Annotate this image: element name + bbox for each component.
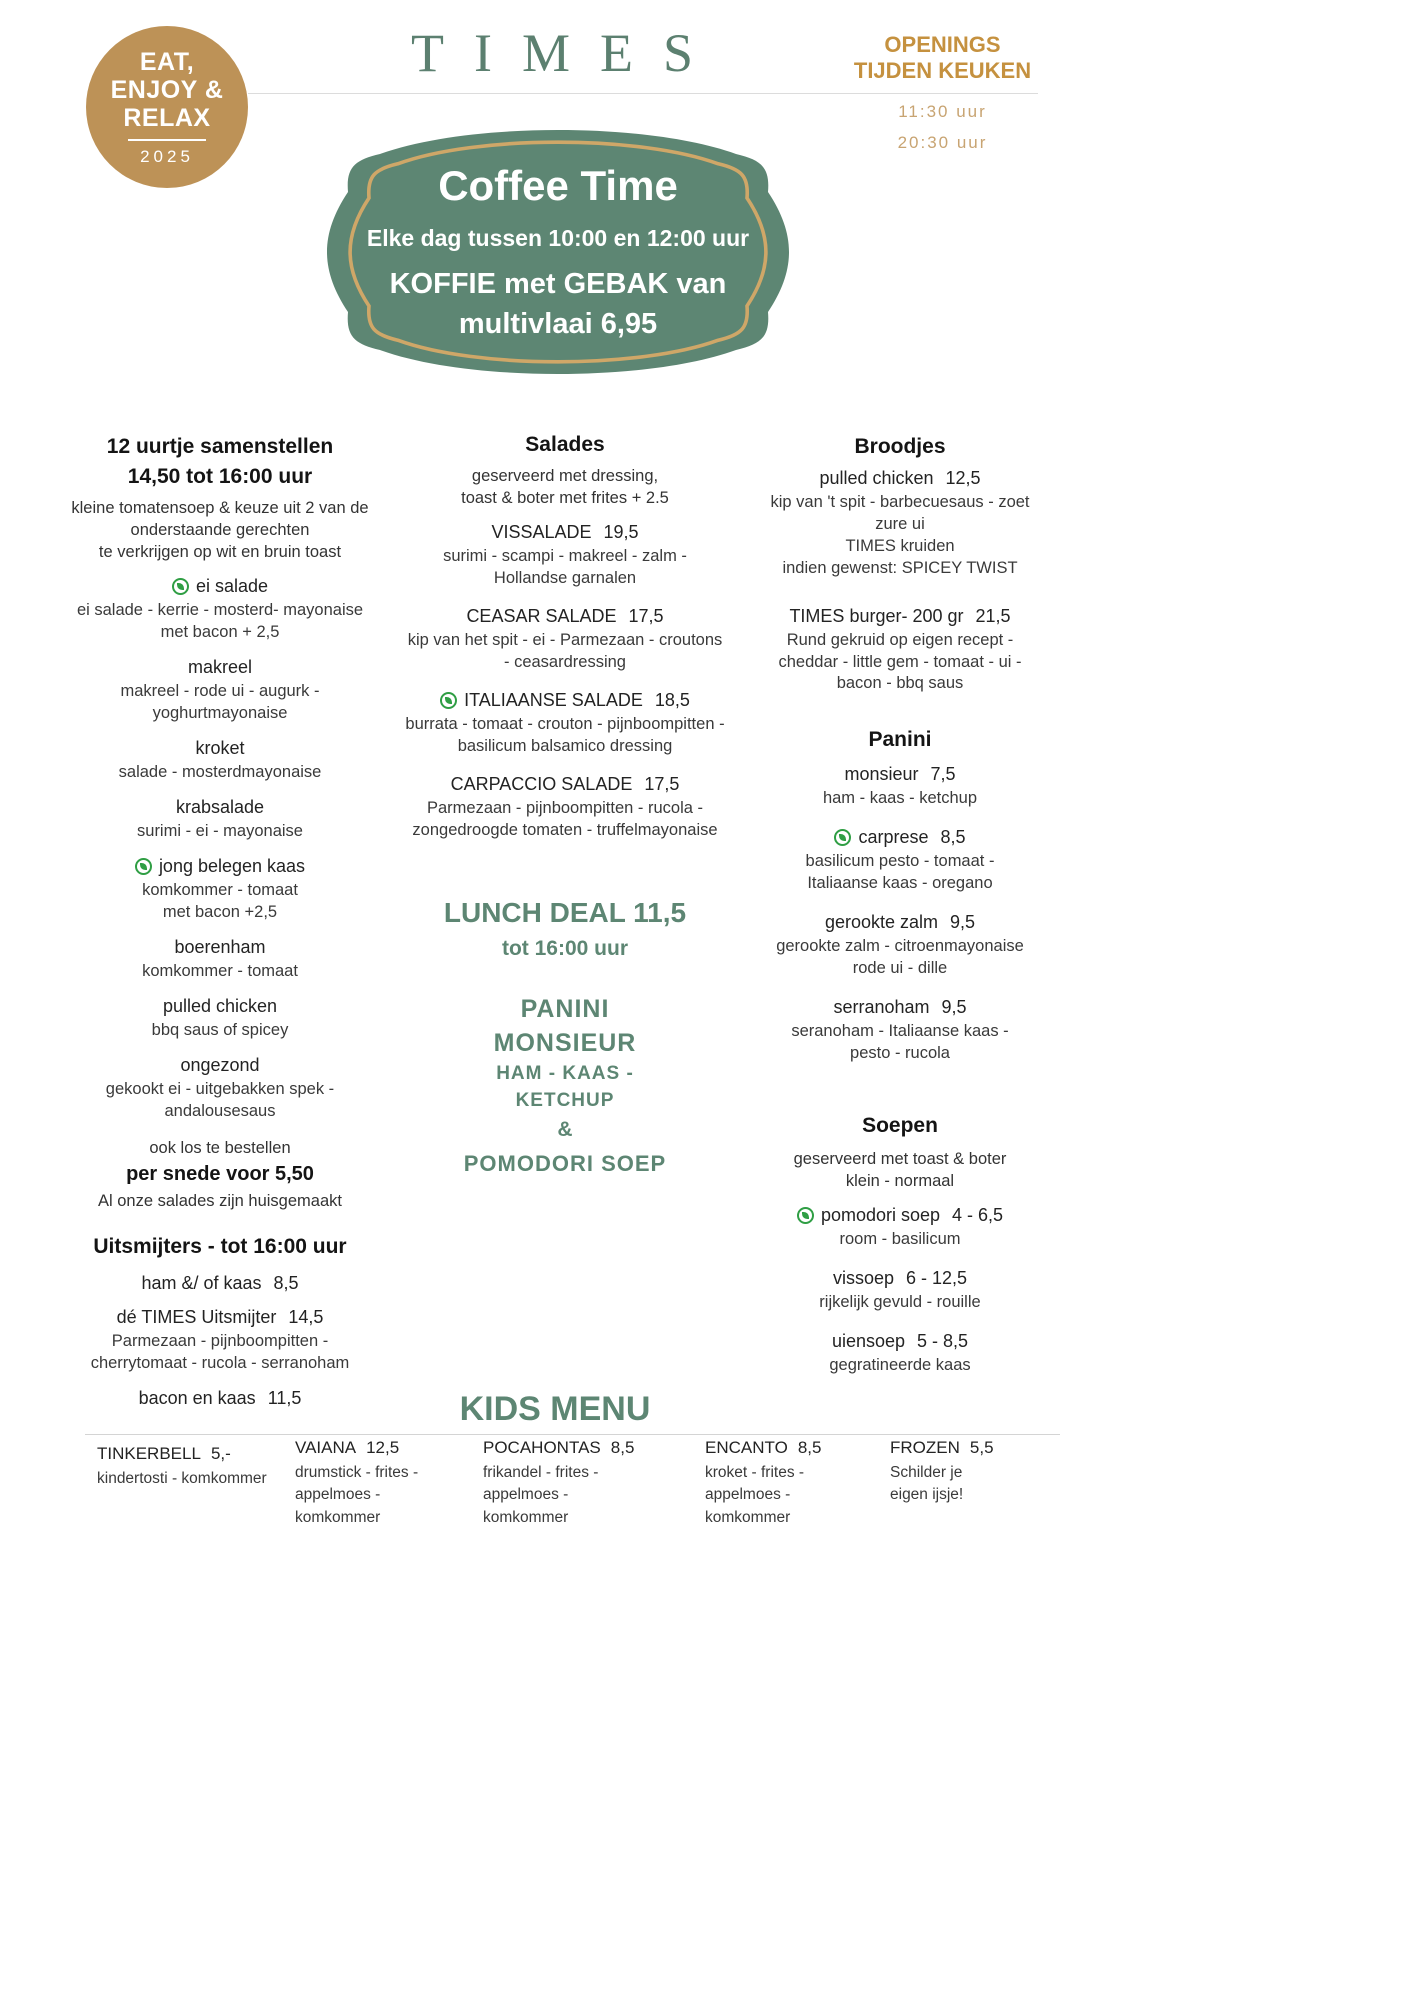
menu-item	[405, 606, 725, 674]
lunch-deal-line: MONSIEUR	[493, 1028, 637, 1057]
menu-item	[745, 468, 1055, 580]
menu-item	[45, 856, 395, 924]
item-price: 7,5	[930, 764, 956, 785]
item-desc: basilicum pesto - tomaat - Italiaanse kaas - oregano	[805, 852, 995, 893]
item-price: 4 - 6,5	[952, 1205, 1004, 1226]
opening-time: 11:30 uur	[898, 101, 987, 121]
item-desc: rijkelijk gevuld - rouille	[819, 1293, 981, 1312]
menu-item	[745, 1331, 1055, 1377]
item-name	[405, 774, 725, 795]
item-name: pulled chicken	[162, 995, 278, 1016]
intro-line: klein - normaal	[845, 1171, 955, 1190]
item-desc: drumstick - frites - appelmoes - komkommer	[295, 1464, 419, 1526]
section-broodjes	[745, 432, 1055, 1394]
lunch-deal	[405, 897, 725, 1177]
item-name	[705, 1438, 855, 1458]
menu-item	[745, 997, 1055, 1065]
item-price: 21,5	[975, 605, 1011, 626]
item-name: boerenham	[174, 936, 266, 957]
item-price: 11,5	[267, 1387, 302, 1408]
item-price: 5,5	[969, 1438, 994, 1457]
item-name	[405, 522, 725, 543]
section-intro	[405, 465, 725, 510]
item-name-text: POCAHONTAS	[483, 1438, 601, 1457]
coffee-time-title: Coffee Time	[438, 162, 678, 209]
section-note-bold: per snede voor 5,50	[126, 1163, 314, 1186]
lunch-deal-ampersand: &	[557, 1117, 573, 1141]
item-name-text: vissoep	[832, 1268, 894, 1289]
menu-item	[45, 576, 395, 644]
section-salades	[405, 430, 725, 1177]
item-desc: kroket - frites - appelmoes - komkommer	[705, 1464, 805, 1526]
intro-line: geserveerd met toast & boter	[793, 1149, 1007, 1168]
opening-hours-title-line: TIJDEN KEUKEN	[853, 57, 1032, 83]
lunch-deal-line: PANINI	[520, 994, 610, 1023]
item-note: met bacon +2,5	[162, 902, 278, 921]
item-name-text: uiensoep	[831, 1330, 906, 1351]
coffee-time-line: multivlaai 6,95	[458, 308, 658, 340]
lunch-deal-title: LUNCH DEAL 11,5	[443, 896, 687, 928]
item-desc: kip van 't spit - barbecuesaus - zoet zure ui	[770, 492, 1030, 533]
coffee-time-line: KOFFIE met GEBAK van	[389, 268, 727, 300]
menu-item	[45, 937, 395, 983]
section-title: Broodjes	[854, 435, 946, 458]
kids-item	[483, 1438, 653, 1529]
section-title: 12 uurtje samenstellen	[106, 435, 334, 458]
item-name-text: ITALIAANSE SALADE	[464, 690, 643, 711]
item-name	[45, 1307, 395, 1328]
section-12-uurtje	[45, 432, 395, 1422]
closing-time: 20:30 uur	[897, 132, 988, 152]
item-desc: gerookte zalm - citroenmayonaise rode ui - dille	[776, 937, 1024, 977]
item-desc: room - basilicum	[839, 1230, 961, 1249]
item-name-text: pulled chicken	[819, 467, 934, 488]
kids-menu-divider	[85, 1434, 1060, 1435]
item-name	[745, 997, 1055, 1018]
section-title: Salades	[525, 433, 605, 456]
item-name-text: ei salade	[195, 576, 269, 597]
item-name	[45, 1273, 395, 1294]
item-name-text: VISSALADE	[491, 522, 592, 543]
item-desc: gekookt ei - uitgebakken spek - andalousesaus	[105, 1079, 335, 1120]
item-name	[45, 856, 395, 877]
section-title-soepen: Soepen	[862, 1113, 938, 1137]
item-price: 8,5	[273, 1272, 299, 1293]
item-price: 12,5	[945, 467, 981, 488]
item-name	[890, 1438, 1002, 1458]
coffee-time-subtitle: Elke dag tussen 10:00 en 12:00 uur	[366, 225, 750, 251]
menu-item	[45, 1055, 395, 1123]
item-desc: Parmezaan - pijnboompitten - rucola - zongedroogde tomaten - truffelmayonaise	[412, 798, 718, 839]
item-name	[745, 1205, 1055, 1226]
item-price: 9,5	[941, 996, 967, 1017]
item-desc: komkommer - tomaat	[142, 881, 298, 900]
item-desc: seranoham - Italiaanse kaas - pesto - rucola	[791, 1021, 1009, 1062]
item-name	[405, 690, 725, 711]
kids-menu-title: KIDS MENU	[459, 1390, 651, 1428]
item-name: krabsalade	[175, 797, 265, 818]
opening-hours-times	[845, 97, 1040, 158]
item-note: indien gewenst: SPICEY TWIST	[782, 558, 1018, 577]
item-price: 8,5	[797, 1438, 822, 1457]
item-desc: surimi - ei - mayonaise	[137, 822, 303, 841]
item-price: 6 - 12,5	[905, 1268, 968, 1289]
section-title-uitsmijters: Uitsmijters - tot 16:00 uur	[93, 1235, 347, 1259]
item-name	[45, 576, 395, 597]
vegetarian-icon	[172, 578, 189, 595]
item-name-text: dé TIMES Uitsmijter	[116, 1306, 277, 1327]
item-name	[745, 606, 1055, 627]
item-name	[483, 1438, 653, 1458]
badge-year: 2025	[140, 146, 194, 166]
menu-item	[745, 764, 1055, 810]
item-name	[405, 606, 725, 627]
lunch-deal-line: POMODORI SOEP	[463, 1150, 667, 1176]
item-name	[745, 468, 1055, 489]
item-name: kroket	[195, 738, 245, 759]
coffee-time-plaque	[318, 116, 798, 388]
item-name	[745, 827, 1055, 848]
section-note: ook los te bestellen	[149, 1138, 291, 1157]
item-desc: kindertosti - komkommer	[97, 1470, 267, 1487]
item-name-text: ENCANTO	[705, 1438, 788, 1457]
item-desc: bbq saus of spicey	[151, 1020, 289, 1039]
item-desc: surimi - scampi - makreel - zalm - Hollandse garnalen	[443, 547, 687, 588]
opening-hours	[845, 32, 1040, 158]
item-name	[97, 1444, 267, 1464]
item-price: 14,5	[288, 1306, 324, 1327]
item-price: 12,5	[366, 1438, 400, 1457]
vegetarian-icon	[797, 1207, 814, 1224]
lunch-deal-line: KETCHUP	[515, 1089, 615, 1111]
menu-item	[45, 738, 395, 784]
item-desc: Rund gekruid op eigen recept - cheddar - little gem - tomaat - ui - bacon - bbq saus	[778, 630, 1022, 693]
item-desc: frikandel - frites - appelmoes - komkommer	[483, 1464, 599, 1526]
item-name-text: TIMES burger- 200 gr	[789, 605, 964, 626]
intro-line: onderstaande gerechten	[130, 520, 310, 539]
item-desc: salade - mosterdmayonaise	[118, 763, 322, 782]
menu-item	[405, 690, 725, 758]
opening-hours-title	[845, 32, 1040, 84]
item-name-text: carprese	[858, 827, 929, 848]
item-price: 17,5	[644, 773, 680, 794]
opening-hours-title-line: OPENINGS	[884, 32, 1001, 57]
section-intro	[45, 497, 395, 564]
kids-item	[295, 1438, 460, 1529]
intro-line: te verkrijgen op wit en bruin toast	[98, 543, 342, 562]
menu-item	[45, 996, 395, 1042]
item-desc: makreel - rode ui - augurk - yoghurtmayonaise	[120, 682, 320, 723]
menu-item	[45, 1273, 395, 1294]
badge-divider	[128, 139, 206, 141]
eat-enjoy-relax-badge	[86, 26, 248, 188]
item-note: TIMES kruiden	[845, 536, 955, 555]
item-name-text: monsieur	[844, 764, 919, 785]
item-name-text: bacon en kaas	[138, 1387, 256, 1408]
intro-line: kleine tomatensoep & keuze uit 2 van de	[71, 498, 369, 517]
item-name-text: ham &/ of kaas	[141, 1272, 262, 1293]
item-name-text: gerookte zalm	[824, 912, 939, 932]
vegetarian-icon	[834, 829, 851, 846]
section-intro	[745, 1148, 1055, 1193]
menu-item	[745, 1268, 1055, 1314]
item-note: met bacon + 2,5	[160, 623, 280, 642]
item-desc: komkommer - tomaat	[142, 961, 298, 980]
item-name-text: CEASAR SALADE	[466, 606, 617, 627]
item-price: 17,5	[628, 606, 664, 627]
item-name-text: serranoham	[833, 996, 930, 1017]
item-name	[745, 912, 1055, 933]
item-name: ongezond	[180, 1054, 260, 1075]
item-desc: ei salade - kerrie - mosterd- mayonaise	[76, 601, 364, 620]
menu-item	[745, 827, 1055, 895]
item-name	[295, 1438, 460, 1458]
vegetarian-icon	[135, 858, 152, 875]
item-name-text: VAIANA	[295, 1438, 357, 1457]
item-name: makreel	[187, 657, 253, 678]
item-name	[745, 1268, 1055, 1289]
vegetarian-icon	[440, 692, 457, 709]
badge-line: RELAX	[123, 103, 211, 132]
menu-item	[745, 912, 1055, 980]
menu-item	[45, 1307, 395, 1375]
section-note: Al onze salades zijn huisgemaakt	[98, 1192, 342, 1211]
kids-item	[705, 1438, 855, 1529]
section-subtitle: 14,50 tot 16:00 uur	[127, 464, 313, 488]
intro-line: toast & boter met frites + 2.5	[461, 489, 669, 508]
menu-item	[45, 797, 395, 843]
item-price: 9,5	[950, 912, 976, 932]
intro-line: geserveerd met dressing,	[471, 466, 659, 485]
menu-item	[405, 774, 725, 842]
item-price: 18,5	[654, 690, 690, 711]
item-desc: gegratineerde kaas	[829, 1355, 971, 1374]
menu-item	[745, 1205, 1055, 1251]
lunch-deal-subtitle: tot 16:00 uur	[501, 936, 629, 960]
item-price: 5,-	[210, 1444, 231, 1463]
item-desc: burrata - tomaat - crouton - pijnboompitten - basilicum balsamico dressing	[405, 715, 725, 756]
badge-line: ENJOY &	[110, 75, 224, 104]
item-desc: Parmezaan - pijnboompitten - cherrytomaat - rucola - serranoham	[90, 1331, 350, 1372]
item-name-text: jong belegen kaas	[158, 856, 306, 877]
kids-item	[97, 1444, 267, 1490]
item-price: 8,5	[610, 1438, 635, 1457]
coffee-time-content	[318, 116, 798, 388]
item-desc: kip van het spit - ei - Parmezaan - croutons - ceasardressing	[407, 631, 723, 672]
kids-item	[890, 1438, 1002, 1507]
item-price: 8,5	[940, 827, 966, 848]
item-name-text: TINKERBELL	[97, 1444, 201, 1463]
item-name-text: FROZEN	[890, 1438, 960, 1457]
item-price: 5 - 8,5	[917, 1330, 969, 1351]
menu-item	[405, 522, 725, 590]
item-name	[745, 1331, 1055, 1352]
restaurant-title: TIMES	[411, 23, 723, 83]
item-desc: ham - kaas - ketchup	[822, 789, 978, 808]
item-name	[745, 764, 1055, 785]
item-price: 19,5	[603, 522, 639, 543]
section-title-panini: Panini	[868, 728, 932, 752]
item-desc: Schilder je eigen ijsje!	[890, 1464, 964, 1504]
menu-item	[45, 657, 395, 725]
menu-item	[745, 606, 1055, 696]
item-name-text: CARPACCIO SALADE	[450, 773, 633, 794]
item-name-text: pomodori soep	[820, 1205, 941, 1226]
lunch-deal-line: HAM - KAAS -	[496, 1062, 634, 1084]
badge-line: EAT,	[139, 47, 195, 76]
